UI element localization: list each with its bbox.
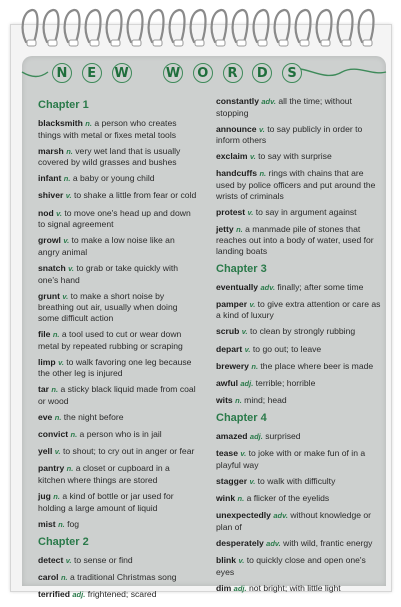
vocabulary-entry bbox=[38, 491, 198, 513]
entry-part-of-speech: n. bbox=[66, 146, 73, 156]
entry-part-of-speech: n. bbox=[237, 494, 245, 504]
entry-part-of-speech: v. bbox=[249, 299, 256, 309]
vocabulary-entry bbox=[216, 448, 382, 470]
entry-part-of-speech: v. bbox=[54, 447, 61, 457]
entry-word: pamper bbox=[216, 298, 248, 309]
header-letter: W bbox=[112, 63, 132, 83]
entry-word: carol bbox=[38, 572, 59, 583]
vocabulary-entry bbox=[38, 118, 198, 140]
vocabulary-entry bbox=[216, 476, 382, 488]
vocabulary-entry bbox=[38, 208, 198, 230]
chapter-heading: Chapter 1 bbox=[38, 99, 89, 111]
entry-definition: terrible; horrible bbox=[255, 377, 316, 388]
entry-definition: all the time; without stopping bbox=[216, 96, 352, 118]
entry-definition: a tool used to cut or wear down metal by repeated rubbing or scraping bbox=[38, 328, 183, 351]
entry-part-of-speech: n. bbox=[60, 573, 68, 583]
entry-part-of-speech: n. bbox=[63, 174, 71, 184]
entry-definition: mind; head bbox=[244, 394, 287, 405]
entry-definition: to shake a little from fear or cold bbox=[73, 190, 197, 201]
entry-word: mist bbox=[38, 518, 56, 529]
entry-part-of-speech: n. bbox=[85, 119, 92, 128]
entry-word: grunt bbox=[38, 290, 60, 301]
entry-part-of-speech: n. bbox=[52, 329, 60, 339]
entry-definition: a traditional Christmas song bbox=[70, 572, 177, 583]
entry-part-of-speech: n. bbox=[53, 491, 60, 501]
entry-part-of-speech: adj. bbox=[233, 583, 247, 593]
entry-definition: a person who creates things with metal or fixes metal tools bbox=[38, 118, 177, 140]
entry-definition: to walk favoring one leg because the other leg is injured bbox=[38, 356, 192, 379]
entry-definition: to walk with difficulty bbox=[257, 476, 336, 487]
entry-part-of-speech: adj. bbox=[240, 378, 254, 388]
vocabulary-entry bbox=[38, 291, 198, 324]
entry-part-of-speech: v. bbox=[56, 208, 62, 218]
chapter-heading: Chapter 2 bbox=[38, 536, 89, 549]
vocabulary-entry bbox=[216, 151, 382, 163]
vocabulary-entry bbox=[216, 493, 382, 505]
vocabulary-entry bbox=[216, 361, 382, 373]
entry-word: protest bbox=[216, 206, 246, 217]
entry-word: blink bbox=[216, 555, 237, 566]
entry-word: dim bbox=[216, 582, 232, 593]
vocabulary-entry bbox=[216, 583, 382, 595]
entry-word: scrub bbox=[216, 326, 240, 337]
entry-part-of-speech: n. bbox=[66, 464, 74, 474]
chapter-heading: Chapter 3 bbox=[216, 262, 267, 275]
entry-word: tease bbox=[216, 448, 238, 459]
vocabulary-entry bbox=[38, 555, 198, 567]
entry-part-of-speech: adv. bbox=[261, 97, 276, 106]
entry-part-of-speech: adv. bbox=[273, 511, 288, 521]
header-letter: D bbox=[252, 63, 272, 83]
entry-word: shiver bbox=[38, 190, 64, 201]
entry-word: limp bbox=[38, 356, 56, 367]
entry-word: infant bbox=[38, 173, 62, 184]
entry-part-of-speech: v. bbox=[249, 152, 256, 162]
entry-definition: with wild, frantic energy bbox=[283, 538, 373, 549]
vocabulary-entry bbox=[216, 431, 382, 443]
right-column bbox=[216, 96, 382, 600]
entry-part-of-speech: n. bbox=[70, 430, 78, 440]
entry-definition: a closet or cupboard in a kitchen where things are stored bbox=[38, 463, 170, 485]
vocabulary-entry bbox=[38, 173, 198, 185]
entry-part-of-speech: adv. bbox=[260, 282, 276, 292]
entry-word: convict bbox=[38, 429, 69, 440]
entry-word: blacksmith bbox=[38, 118, 83, 128]
vocabulary-entry bbox=[216, 96, 382, 118]
vocabulary-entry bbox=[216, 224, 382, 257]
entry-word: nod bbox=[38, 207, 54, 218]
entry-definition: to move one's head up and down to signal agreement bbox=[38, 207, 191, 230]
entry-part-of-speech: n. bbox=[58, 519, 65, 529]
entry-part-of-speech: adj. bbox=[249, 432, 263, 442]
entry-definition: to quickly close and open one's eyes bbox=[216, 555, 366, 577]
vocabulary-entry bbox=[38, 384, 198, 406]
entry-definition: very wet land that is usually covered by wild grasses and bushes bbox=[38, 145, 181, 168]
entry-part-of-speech: v. bbox=[244, 344, 251, 354]
header-letter: N bbox=[52, 63, 72, 83]
entry-definition: to grab or take quickly with one's hand bbox=[38, 262, 179, 285]
entry-part-of-speech: v. bbox=[238, 556, 245, 566]
vocabulary-entry bbox=[216, 124, 382, 146]
entry-part-of-speech: v. bbox=[247, 207, 254, 217]
entry-word: yell bbox=[38, 446, 53, 457]
vocabulary-entry bbox=[216, 395, 382, 407]
header-letter: W bbox=[163, 63, 183, 83]
entry-word: growl bbox=[38, 235, 61, 246]
vocabulary-entry bbox=[38, 357, 198, 379]
entry-word: brewery bbox=[216, 360, 249, 371]
vocabulary-entry bbox=[216, 378, 382, 390]
vocabulary-entry bbox=[38, 519, 198, 531]
header-letter: S bbox=[282, 63, 302, 83]
entry-part-of-speech: n. bbox=[236, 224, 243, 234]
vocabulary-entry bbox=[38, 572, 198, 584]
entry-part-of-speech: v. bbox=[258, 124, 265, 134]
entry-definition: a sticky black liquid made from coal or wood bbox=[38, 384, 196, 406]
entry-word: announce bbox=[216, 123, 257, 134]
entry-definition: a manmade pile of stones that reaches out into a body of water, used for landing boats bbox=[216, 223, 374, 257]
entry-definition: a kind of bottle or jar used for holding a large amount of liquid bbox=[38, 490, 174, 513]
entry-word: eventually bbox=[216, 281, 259, 292]
entry-definition: rings with chains that are used by police officers and put around the wrists of criminals bbox=[216, 168, 376, 201]
entry-word: marsh bbox=[38, 145, 64, 156]
entry-definition: the night before bbox=[63, 411, 124, 422]
entry-part-of-speech: n. bbox=[51, 385, 59, 395]
entry-part-of-speech: v. bbox=[65, 556, 72, 566]
entry-word: wits bbox=[216, 394, 233, 405]
entry-word: terrified bbox=[38, 589, 70, 600]
entry-definition: without knowledge or plan of bbox=[216, 510, 372, 532]
entry-word: detect bbox=[38, 555, 64, 566]
vocabulary-entry bbox=[216, 344, 382, 356]
entry-definition: to make a short noise by breathing out air, usually when doing some difficult action bbox=[38, 290, 178, 323]
entry-word: jetty bbox=[216, 223, 234, 234]
entry-definition: to make a low noise like an angry animal bbox=[38, 235, 175, 257]
entry-part-of-speech: v. bbox=[63, 236, 70, 246]
entry-part-of-speech: adj. bbox=[72, 590, 86, 600]
vocabulary-entry bbox=[216, 299, 382, 321]
entry-word: wink bbox=[216, 493, 236, 504]
vocabulary-entry bbox=[216, 538, 382, 550]
entry-word: awful bbox=[216, 377, 238, 388]
vocabulary-entry bbox=[38, 412, 198, 424]
vocabulary-entry bbox=[38, 329, 198, 351]
entry-word: eve bbox=[38, 411, 53, 422]
entry-definition: to go out; to leave bbox=[252, 343, 322, 354]
entry-word: desperately bbox=[216, 538, 264, 549]
vocabulary-entry bbox=[216, 326, 382, 338]
entry-definition: the place where beer is made bbox=[260, 360, 374, 371]
entry-word: snatch bbox=[38, 262, 66, 273]
vocabulary-entry bbox=[38, 463, 198, 485]
vocabulary-entry bbox=[38, 429, 198, 441]
vocabulary-entry bbox=[38, 263, 198, 285]
vocabulary-entry bbox=[38, 146, 198, 168]
entry-definition: a flicker of the eyelids bbox=[246, 493, 330, 504]
vocabulary-entry bbox=[38, 589, 198, 601]
entry-part-of-speech: n. bbox=[251, 361, 259, 371]
entry-part-of-speech: n. bbox=[259, 169, 267, 179]
entry-part-of-speech: v. bbox=[249, 477, 256, 487]
entry-word: file bbox=[38, 328, 51, 339]
vocabulary-entry bbox=[38, 190, 198, 202]
entry-part-of-speech: n. bbox=[235, 395, 242, 405]
entry-part-of-speech: adv. bbox=[266, 539, 281, 549]
entry-word: pantry bbox=[38, 463, 65, 474]
header-letter: R bbox=[223, 63, 243, 83]
entry-word: jug bbox=[38, 490, 51, 501]
entry-part-of-speech: v. bbox=[68, 263, 74, 273]
left-column bbox=[38, 93, 198, 607]
chapter-heading: Chapter 4 bbox=[216, 412, 267, 425]
vocabulary-entry bbox=[216, 510, 382, 532]
header-letter: E bbox=[82, 63, 102, 83]
entry-part-of-speech: v. bbox=[65, 191, 72, 201]
entry-definition: to say in argument against bbox=[255, 206, 357, 217]
entry-word: depart bbox=[216, 343, 243, 354]
new-words-header bbox=[22, 56, 386, 88]
entry-word: handcuffs bbox=[216, 168, 258, 179]
entry-part-of-speech: v. bbox=[62, 291, 69, 301]
entry-word: tar bbox=[38, 384, 49, 395]
spiral-binding bbox=[0, 0, 401, 50]
entry-definition: surprised bbox=[265, 431, 301, 442]
entry-part-of-speech: v. bbox=[240, 449, 247, 459]
entry-word: stagger bbox=[216, 476, 248, 487]
vocabulary-entry bbox=[216, 282, 382, 294]
entry-definition: to shout; to cry out in anger or fear bbox=[62, 446, 195, 457]
entry-definition: a person who is in jail bbox=[79, 429, 162, 440]
entry-definition: to clean by strongly rubbing bbox=[250, 326, 356, 337]
entry-word: exclaim bbox=[216, 151, 248, 162]
entry-definition: finally; after some time bbox=[277, 281, 364, 292]
entry-definition: to joke with or make fun of in a playful way bbox=[216, 448, 366, 471]
entry-word: amazed bbox=[216, 431, 248, 442]
header-letter: O bbox=[193, 63, 213, 83]
entry-definition: to give extra attention or care as a kind of luxury bbox=[216, 298, 381, 321]
entry-definition: to say publicly in order to inform others bbox=[216, 123, 363, 146]
entry-part-of-speech: n. bbox=[54, 412, 62, 422]
vocabulary-entry bbox=[216, 207, 382, 219]
vocabulary-page bbox=[22, 56, 386, 600]
entry-definition: frightened; scared bbox=[87, 589, 157, 600]
entry-definition: fog bbox=[67, 518, 80, 529]
entry-word: constantly bbox=[216, 96, 259, 106]
entry-definition: to say with surprise bbox=[258, 151, 332, 162]
vocabulary-entry bbox=[216, 555, 382, 577]
entry-definition: a baby or young child bbox=[72, 173, 155, 184]
entry-part-of-speech: v. bbox=[241, 327, 248, 337]
entry-definition: to sense or find bbox=[73, 555, 133, 566]
new-words-title bbox=[52, 62, 302, 84]
entry-part-of-speech: v. bbox=[58, 357, 64, 367]
vocabulary-entry bbox=[216, 168, 382, 201]
entry-definition: not bright; with little light bbox=[248, 582, 341, 593]
vocabulary-entry bbox=[38, 446, 198, 458]
entry-word: unexpectedly bbox=[216, 510, 271, 521]
vocabulary-entry bbox=[38, 235, 198, 257]
